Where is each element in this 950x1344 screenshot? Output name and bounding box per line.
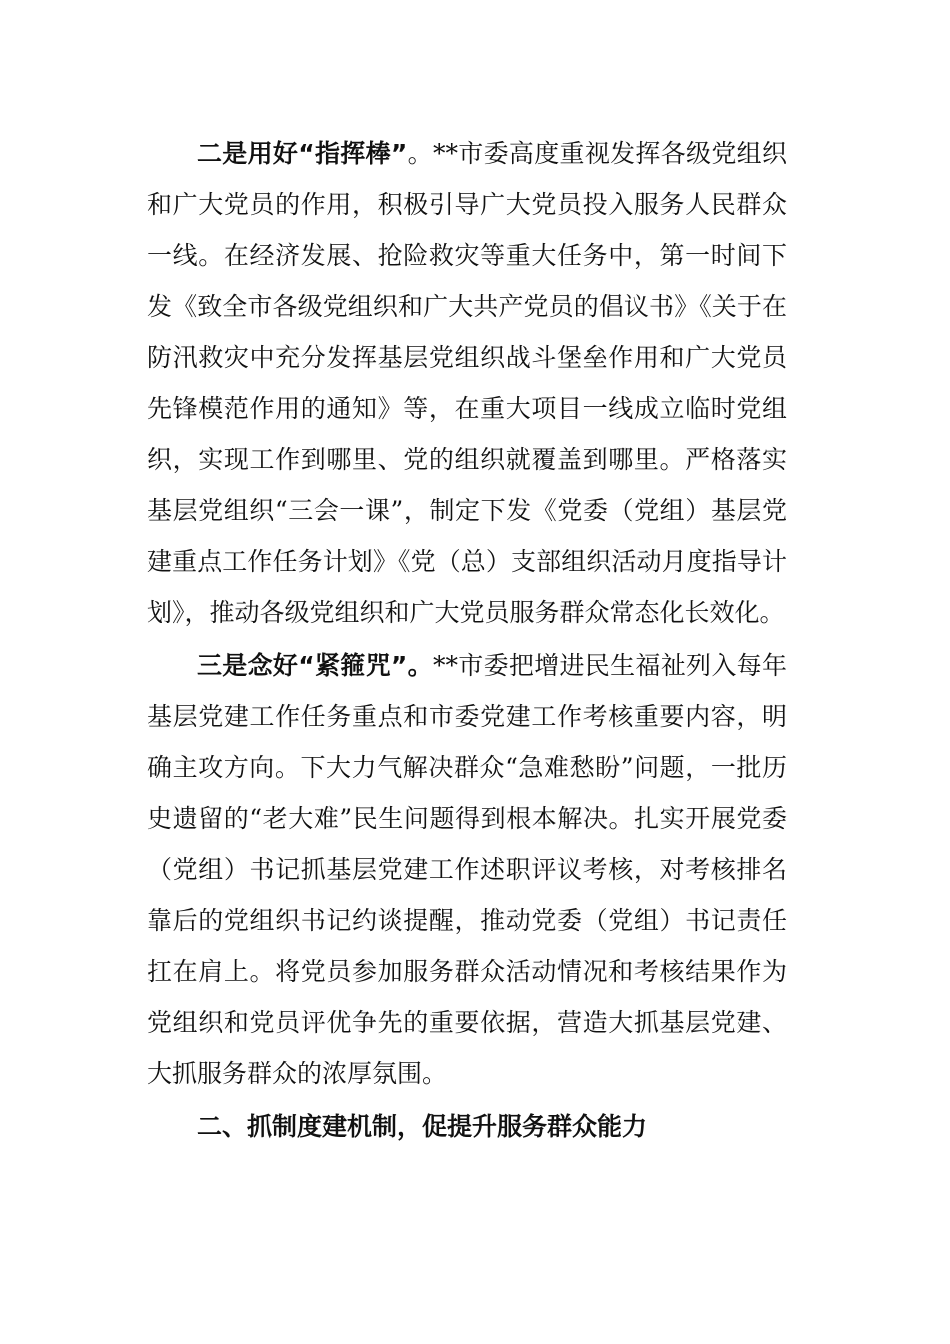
paragraph-command-baton <box>147 128 787 638</box>
paragraph-text: **市委把增进民生福祉列入每年基层党建工作任务重点和市委党建工作考核重要内容，明确主攻方向。下大力气解决群众“急难愁盼”问题，一批历史遗留的“老大难”民生问题得到根本解决。扎实开展党委（党组）书记抓基层党建工作述职评议考核，对考核排名靠后的党组织书记约谈提醒，推动党委（党组）书记责任扛在肩上。将党员参加服务群众活动情况和考核结果作为党组织和党员评优争先的重要依据，营造大抓基层党建、大抓服务群众的浓厚氛围。 <box>147 651 787 1088</box>
paragraph-lead: 二是用好“指挥棒” <box>197 139 408 168</box>
paragraph-lead: 三是念好“紧箍咒”。 <box>197 651 433 680</box>
paragraph-text: 。**市委高度重视发挥各级党组织和广大党员的作用，积极引导广大党员投入服务人民群众一线。在经济发展、抢险救灾等重大任务中，第一时间下发《致全市各级党组织和广大共产党员的倡议书》《关于在防汛救灾中充分发挥基层党组织战斗堡垒作用和广大党员先锋模范作用的通知》等，在重大项目一线成立临时党组织，实现工作到哪里、党的组织就覆盖到哪里。严格落实基层党组织“三会一课”，制定下发《党委（党组）基层党建重点工作任务计划》《党（总）支部组织活动月度指导计划》，推动各级党组织和广大党员服务群众常态化长效化。 <box>147 139 787 627</box>
section-heading: 二、抓制度建机制，促提升服务群众能力 <box>197 1112 648 1141</box>
document-body <box>147 128 787 1152</box>
paragraph-tight-hoop <box>147 640 787 1099</box>
